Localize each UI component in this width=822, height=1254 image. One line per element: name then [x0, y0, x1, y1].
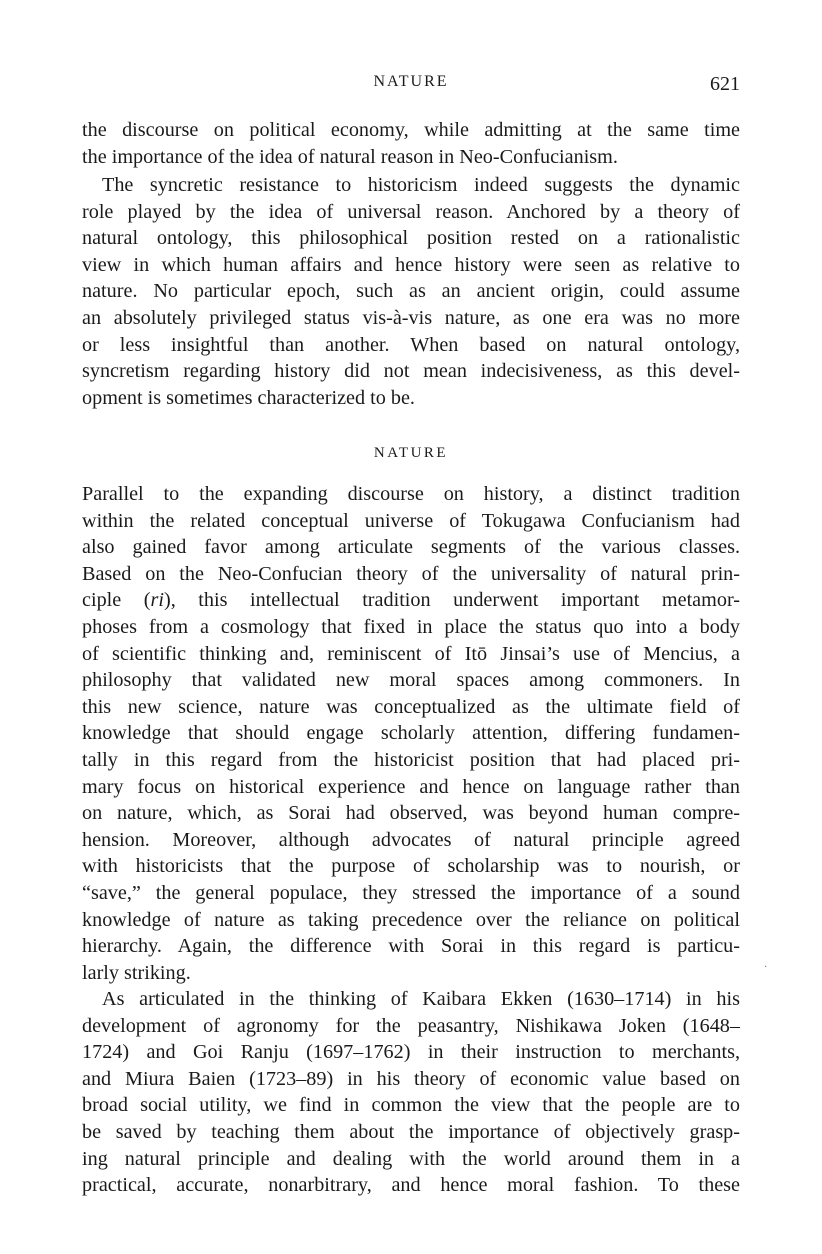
text-line: with historicists that the purpose of scholarship was to nourish, or [82, 855, 740, 878]
scan-speck: · [764, 962, 768, 973]
text-line: Parallel to the expanding discourse on history, a distinct tradition [82, 483, 740, 505]
text-line: be saved by teaching them about the importance of objectively grasp- [82, 1120, 740, 1143]
text-line: philosophy that validated new moral spaces among commoners. In [82, 669, 740, 692]
text-line: nature. No particular epoch, such as an ancient origin, could assume [82, 280, 740, 303]
text-line: and Miura Baien (1723–89) in his theory of economic value based on [82, 1067, 740, 1090]
text-line: ciple (ri), this intellectual tradition underwent important metamor- [82, 589, 740, 612]
text-line: Based on the Neo-Confucian theory of the universality of natural prin- [82, 562, 740, 585]
section-heading: NATURE [373, 445, 449, 461]
text-line: knowledge that should engage scholarly attention, differing fundamen- [82, 722, 740, 745]
paragraph-syncretic-resistance [82, 172, 740, 411]
text-line: As articulated in the thinking of Kaibara Ekken (1630–1714) in his [102, 988, 740, 1010]
text-line: “save,” the general populace, they stressed the importance of a sound [82, 881, 740, 904]
text-line: larly striking. [82, 961, 191, 984]
paragraph-parallel-tradition [82, 481, 740, 986]
text-line: on nature, which, as Sorai had observed, was beyond human compre- [82, 802, 740, 825]
text-line: tally in this regard from the historicist position that had placed pri- [82, 748, 740, 771]
text-line: syncretism regarding history did not mean indecisiveness, as this devel- [82, 360, 740, 383]
text-line: of scientific thinking and, reminiscent of Itō Jinsai’s use of Mencius, a [82, 642, 740, 665]
text-line: also gained favor among articulate segments of the various classes. [82, 536, 740, 559]
text-line: an absolutely privileged status vis-à-vis nature, as one era was no more [82, 306, 740, 329]
text-line: this new science, nature was conceptualized as the ultimate field of [82, 695, 740, 718]
text-line: knowledge of nature as taking precedence over the reliance on political [82, 908, 740, 931]
text-line: role played by the idea of universal reason. Anchored by a theory of [82, 200, 740, 223]
text-line: hension. Moreover, although advocates of natural principle agreed [82, 828, 740, 851]
text-line: the discourse on political economy, while admitting at the same time [82, 119, 740, 141]
text-line: practical, accurate, nonarbitrary, and hence moral fashion. To these [82, 1174, 740, 1197]
term-ri: ri [150, 589, 164, 612]
text-line: the importance of the idea of natural reason in Neo-Confucianism. [82, 145, 618, 168]
text-line: development of agronomy for the peasantry, Nishikawa Joken (1648– [82, 1014, 740, 1037]
text-line: mary focus on historical experience and hence on language rather than [82, 775, 740, 798]
text-line: 1724) and Goi Ranju (1697–1762) in their instruction to merchants, [82, 1041, 740, 1064]
text-line: ing natural principle and dealing with the world around them in a [82, 1147, 740, 1170]
text-line: view in which human affairs and hence history were seen as relative to [82, 253, 740, 276]
running-title: NATURE [373, 73, 449, 90]
text-line: natural ontology, this philosophical position rested on a rationalistic [82, 227, 740, 250]
text-line: opment is sometimes characterized to be. [82, 386, 415, 409]
text-line: The syncretic resistance to historicism indeed suggests the dynamic [102, 174, 740, 196]
page-number: 621 [710, 73, 740, 95]
text-line: or less insightful than another. When based on natural ontology, [82, 333, 740, 356]
paragraph-continuation [82, 117, 740, 170]
paragraph-articulated-thinking [82, 986, 740, 1199]
text-line: broad social utility, we find in common the view that the people are to [82, 1094, 740, 1117]
text-line: hierarchy. Again, the difference with Sorai in this regard is particu- [82, 935, 740, 958]
text-line: phoses from a cosmology that fixed in place the status quo into a body [82, 615, 740, 638]
text-line: within the related conceptual universe of Tokugawa Confucianism had [82, 509, 740, 532]
